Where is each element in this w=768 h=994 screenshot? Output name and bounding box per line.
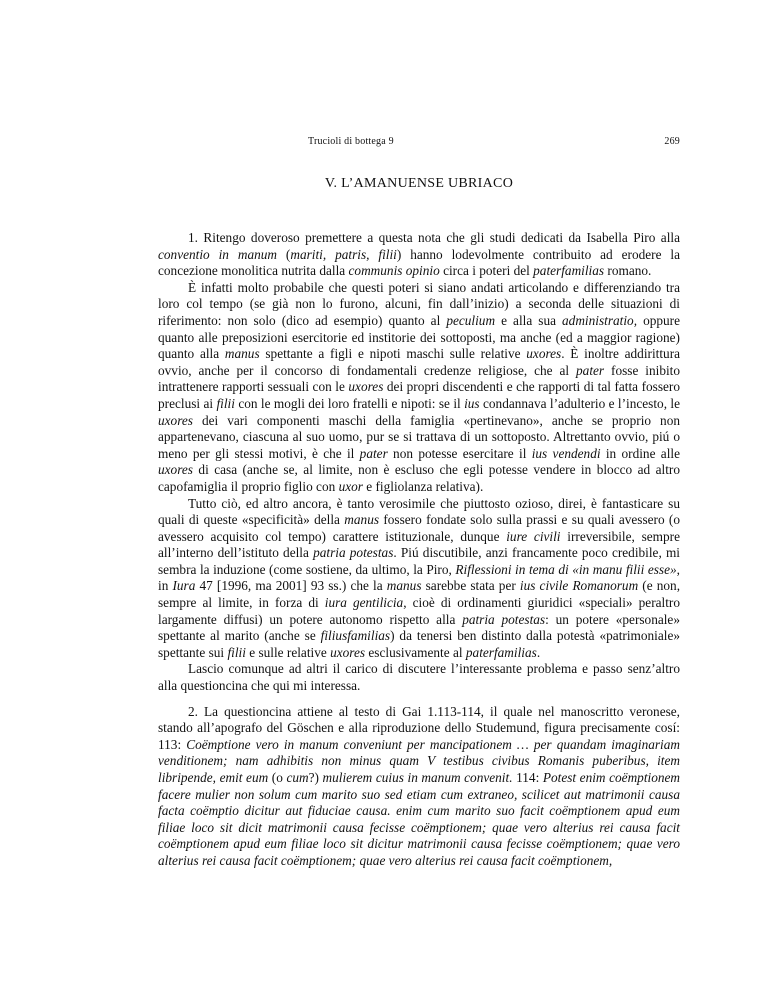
text-run: ) hanno lodevolmente contribuito ad erodere la concezione monolitica nutrita dalla <box>158 246 680 279</box>
italic-run: cum <box>286 770 309 785</box>
italic-run: peculium <box>446 312 496 328</box>
text-run: 2. La questioncina attiene al testo di Gai 1.113-114, il quale nel manoscritto veronese, stando all’apografo del Göschen e alla riproduzione dello Studemund, figura precisamente cosí: 113: <box>158 703 680 752</box>
text-run: (e non, sempre al limite, in forza di <box>158 578 681 611</box>
italic-run: iura gentilicia <box>324 595 404 611</box>
text-run: condannava l’adulterio e l’incesto, le <box>479 395 680 411</box>
text-run: È infatti molto probabile che questi poteri si siano andati articolando e differenziando tra loro col tempo (se già non lo furono, alcuni, fin dall’inizio) a seconda delle situazioni di riferimento: non solo (dico ad esempio) quanto al <box>158 279 680 328</box>
paragraph-1 <box>158 230 680 280</box>
text-run: dei vari componenti maschi della famiglia «pertinevano», anche se proprio non appartenevano, ciascuna al suo uomo, pur se si trattava di un sottoposto. Altrettanto ovvio, piú o meno per gli stessi motivi, è che il <box>158 412 680 461</box>
chapter-title: V. L’AMANUENSE UBRIACO <box>324 176 514 191</box>
text-run: di casa (anche se, al limite, non è escluso che egli potesse vendere in blocco ad altro capofamiglia il proprio figlio con <box>158 462 680 494</box>
italic-run: ius <box>464 395 480 411</box>
text-run: e sulle relative <box>245 644 331 660</box>
italic-run: manus <box>344 512 380 528</box>
italic-run: conventio in manum <box>158 246 278 262</box>
text-run: Lascio comunque ad altri il carico di discutere l’interessante problema e passo senz’altro alla questioncina che qui mi interessa. <box>158 661 680 694</box>
italic-run: manus <box>386 578 422 594</box>
text-run: . <box>536 644 541 660</box>
italic-run: pater <box>576 362 605 378</box>
text-run: sarebbe stata per <box>421 578 520 594</box>
text-run: romano. <box>604 263 652 279</box>
text-run: e alla sua <box>495 312 563 328</box>
text-run: circa i poteri del <box>439 263 534 279</box>
text-run: irreversibile, sempre all’interno dell’istituto della <box>158 528 680 561</box>
text-run: . È inoltre addirittura ovvio, anche per il concorso di fondamentali credenze religiose, che al <box>158 346 681 378</box>
italic-run: uxores <box>158 462 193 478</box>
text-run: Tutto ciò, ed altro ancora, è tanto verosimile che piuttosto ozioso, direi, è fantasticare su quali di queste «specificità» della <box>158 495 680 528</box>
italic-run: Riflessioni in tema di «in manu filii esse» <box>455 561 677 577</box>
text-run: dei propri discendenti e che rapporti di tal fatta fossero preclusi ai <box>158 379 680 411</box>
italic-run: manus <box>224 346 260 362</box>
text-run: 114: <box>512 770 543 785</box>
text-run: 1. Ritengo doveroso premettere a questa nota che gli studi dedicati da Isabella Piro alla <box>188 230 680 245</box>
italic-run: Coëmptione vero in manum conveniunt per mancipationem … per quandam imaginariam venditionem; nam adhibitis non minus quam V testibus civibus Romanis puberibus, item libripende, emit eum <box>158 736 680 785</box>
italic-run: uxores <box>348 379 384 395</box>
paragraph-5 <box>158 704 680 870</box>
text-run: ?) <box>308 770 323 785</box>
text-run: fosse inibito intrattenere rapporti sessuali con le <box>158 362 681 395</box>
text-run: , in <box>158 561 680 594</box>
text-run: in ordine alle <box>600 445 680 461</box>
page-number: 269 <box>664 136 680 147</box>
italic-run: Iura <box>172 578 196 594</box>
italic-run: ius civile Romanorum <box>519 578 639 594</box>
text-run: ( <box>277 246 291 262</box>
italic-run: uxor <box>338 478 363 494</box>
italic-run: administratio, <box>562 312 638 328</box>
italic-run: uxores <box>158 412 193 428</box>
italic-run: iure civili <box>506 528 561 544</box>
text-run: (o <box>268 770 287 785</box>
text-run: oppure quanto alle preposizioni esercitorie ed institorie dei sottoposti, ma anche (ed a maggior ragione) quanto alla <box>158 312 680 362</box>
italic-run: filiusfamilias <box>320 628 391 644</box>
italic-run: filii <box>227 644 246 660</box>
text-run: ) da tenersi ben distinto dalla potestà «patrimoniale» spettante sui <box>158 628 680 660</box>
text-run: e figliolanza relativa). <box>362 478 484 494</box>
paragraph-3 <box>158 496 680 662</box>
text-run: esclusivamente al <box>365 644 466 660</box>
text-run: 47 [1996, ma 2001] 93 ss.) che la <box>195 578 387 594</box>
italic-run: mulierem cuius in manum convenit. <box>322 770 513 785</box>
italic-run: Potest enim coëmptionem facere mulier non solum cum marito suo sed etiam cum extraneo, scilicet aut matrimonii causa facta coëmptio dicitur aut fiduciae causa. enim cum marito suo facit coëmptionem apud eum filiae loco sit dicit matrimonii causa fecisse coëmptionem; quae vero alterius rei causa facit coëmptionem apud eum filiae loco sit dicitur matrimonii causa fecisse coëmptionem; quae vero alterius rei causa facit coëmptionem; quae vero alterius rei causa facit coëmptionem, <box>158 770 681 868</box>
body-text <box>158 230 680 870</box>
text-run: con le mogli dei loro fratelli e nipoti: se il <box>234 395 465 411</box>
italic-run: communis opinio <box>348 263 440 279</box>
text-run: non potesse esercitare il <box>387 445 532 461</box>
italic-run: ius vendendi <box>531 445 601 461</box>
italic-run: paterfamilias <box>465 644 537 660</box>
text-run: , cioè di ordinamenti giuridici «speciali» peraltro largamente diffusi) un potere autonomo rispetto alla <box>158 595 680 627</box>
italic-run: uxores <box>526 346 562 362</box>
italic-run: patria potestas <box>313 545 394 561</box>
italic-run: pater <box>359 445 388 461</box>
text-run: spettante a figli e nipoti maschi sulle relative <box>259 346 527 362</box>
paragraph-4 <box>158 661 680 694</box>
text-run: . Piú discutibile, anzi francamente poco credibile, mi sembra la induzione (come sostiene, da ultimo, la Piro, <box>158 545 680 577</box>
italic-run: mariti, patris, filii <box>290 246 397 262</box>
italic-run: patria potestas <box>462 611 546 627</box>
italic-run: filii <box>216 395 235 411</box>
paragraph-2 <box>158 280 680 496</box>
italic-run: uxores <box>330 644 366 660</box>
text-run: fossero fondate solo sulla prassi e su quali avessero (o avessero acquisito col tempo) carattere istituzionale, dunque <box>158 512 680 544</box>
text-run: : un potere «personale» spettante al marito (anche se <box>158 611 680 644</box>
italic-run: paterfamilias <box>533 263 605 279</box>
running-title: Trucioli di bottega 9 <box>308 136 394 147</box>
